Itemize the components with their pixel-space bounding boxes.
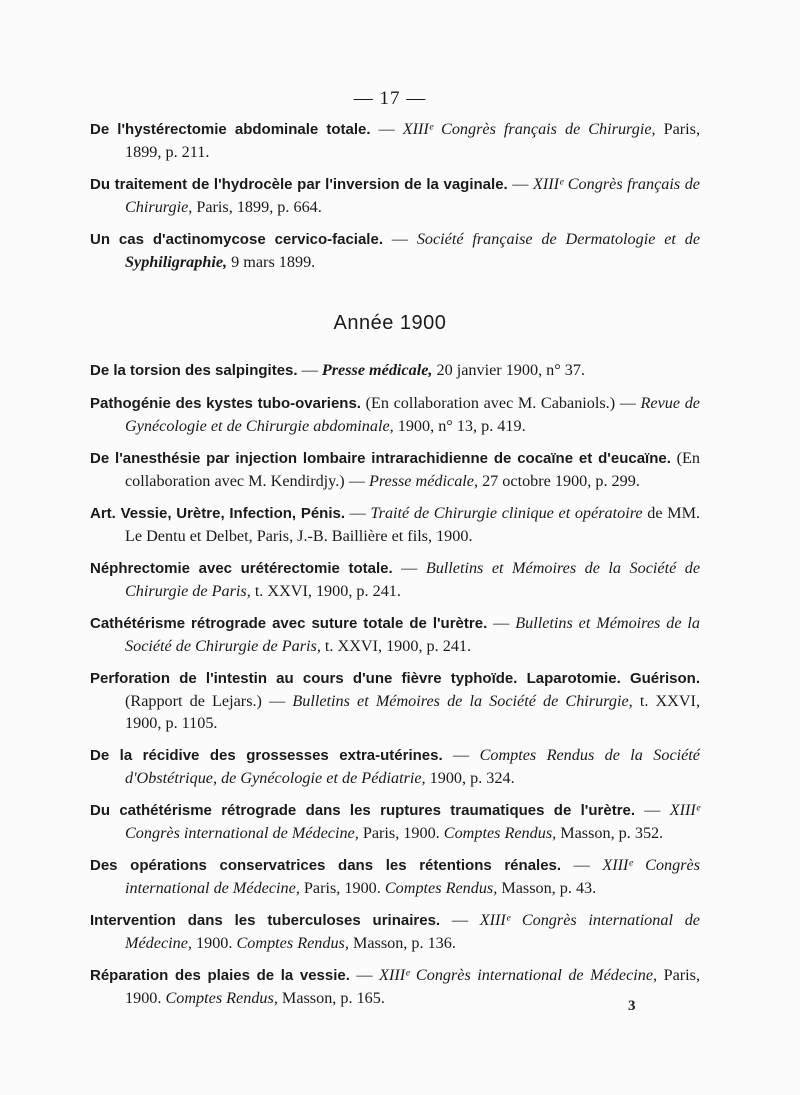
entry-separator: — xyxy=(345,504,371,522)
entry-title: De la torsion des salpingites. xyxy=(90,362,298,379)
entry-separator: — xyxy=(392,559,426,577)
year-heading: Année 1900 xyxy=(333,312,447,334)
entry-details: t. XXVI, 1900, p. 241. xyxy=(250,582,401,600)
entry-separator: — xyxy=(635,801,670,819)
entry-details: Masson, p. 136. xyxy=(348,934,456,952)
reference-entry xyxy=(90,392,700,437)
entry-venue: Traité de Chirurgie clinique et opératoire xyxy=(370,504,643,522)
entry-venue-secondary: Comptes Rendus, xyxy=(165,989,278,1007)
entry-title: Perforation de l'intestin au cours d'une fièvre typhoïde. Laparotomie. Guérison. xyxy=(90,670,700,687)
entry-venue: Presse médicale, xyxy=(368,472,479,490)
entry-details: 1900, n° 13, p. 419. xyxy=(393,417,526,435)
entry-collaboration: (En collaboration avec M. Cabaniols.) — xyxy=(360,394,641,412)
entry-title: Un cas d'actinomycose cervico-faciale. xyxy=(90,231,383,248)
reference-entry xyxy=(90,118,700,163)
entry-title: Du traitement de l'hydrocèle par l'inversion de la vaginale. xyxy=(90,176,508,193)
entry-venue: XIIIᵉ Congrès international de Médecine, xyxy=(379,966,658,984)
entry-details: Masson, p. 43. xyxy=(497,879,597,897)
entry-separator: — xyxy=(440,911,480,929)
entry-separator: — xyxy=(487,614,516,632)
entry-details: 1900, p. 324. xyxy=(425,769,515,787)
reference-entry xyxy=(90,667,700,734)
entry-separator: — xyxy=(370,120,403,138)
reference-list-1899 xyxy=(90,118,700,283)
entry-separator: — xyxy=(507,175,533,193)
entry-details: 27 octobre 1900, p. 299. xyxy=(478,472,640,490)
entry-venue: Presse médicale, xyxy=(321,361,433,379)
entry-details: Paris, 1899, p. 211. xyxy=(125,120,701,161)
entry-location: Paris, 1900. xyxy=(358,824,444,842)
entry-separator: — xyxy=(442,746,480,764)
entry-title: De l'anesthésie par injection lombaire intrarachidienne de cocaïne et d'eucaïne. xyxy=(90,450,671,467)
entry-venue-secondary: Comptes Rendus, xyxy=(236,934,349,952)
entry-collaboration: (Rapport de Lejars.) — xyxy=(125,692,293,710)
entry-title: Du cathétérisme rétrograde dans les ruptures traumatiques de l'urètre. xyxy=(90,802,636,819)
entry-title: Art. Vessie, Urètre, Infection, Pénis. xyxy=(90,505,346,522)
entry-title: Néphrectomie avec urétérectomie totale. xyxy=(90,560,393,577)
entry-details: Masson, p. 165. xyxy=(277,989,385,1007)
entry-title: Cathétérisme rétrograde avec suture totale de l'urètre. xyxy=(90,615,488,632)
entry-venue: Société française de Dermatologie et de xyxy=(416,230,701,248)
reference-entry xyxy=(90,799,700,844)
entry-separator: — xyxy=(383,230,417,248)
entry-venue: Bulletins et Mémoires de la Société de Chirurgie de Paris, xyxy=(125,559,701,600)
entry-details: de MM. Le Dentu et Delbet, Paris, J.-B. Baillière et fils, 1900. xyxy=(125,504,701,545)
entry-separator: — xyxy=(349,966,380,984)
entry-details: Paris, 1899, p. 664. xyxy=(192,198,322,216)
entry-venue-secondary: Comptes Rendus, xyxy=(443,824,557,842)
entry-venue: Revue de Gynécologie et de Chirurgie abdominale, xyxy=(125,394,700,435)
entry-location: 1900. xyxy=(191,934,237,952)
entry-location: Paris, 1900. xyxy=(299,879,385,897)
reference-entry xyxy=(90,447,700,492)
entry-venue: Bulletins et Mémoires de la Société de Chirurgie de Paris, xyxy=(125,614,700,655)
entry-title: De la récidive des grossesses extra-utérines. xyxy=(90,747,443,764)
reference-entry xyxy=(90,502,700,547)
entry-title: Des opérations conservatrices dans les rétentions rénales. xyxy=(90,857,562,874)
entry-title: Pathogénie des kystes tubo-ovariens. xyxy=(90,395,361,412)
entry-separator: — xyxy=(561,856,603,874)
reference-entry xyxy=(90,612,700,657)
entry-venue-bold: Syphiligraphie, xyxy=(125,253,228,271)
reference-entry xyxy=(90,964,700,1009)
reference-entry xyxy=(90,359,700,382)
reference-list-1900 xyxy=(90,359,700,1019)
entry-separator: — xyxy=(297,361,322,379)
entry-details: Masson, p. 352. xyxy=(556,824,664,842)
entry-title: Réparation des plaies de la vessie. xyxy=(90,967,350,984)
entry-title: De l'hystérectomie abdominale totale. xyxy=(90,121,371,138)
reference-entry xyxy=(90,854,700,899)
entry-venue: Comptes Rendus de la Société d'Obstétrique, de Gynécologie et de Pédiatrie, xyxy=(125,746,700,787)
entry-details: t. XXVI, 1900, p. 241. xyxy=(320,637,472,655)
entry-details: 9 mars 1899. xyxy=(227,253,316,271)
entry-venue: XIIIᵉ Congrès français de Chirurgie, xyxy=(125,175,700,216)
reference-entry xyxy=(90,228,700,273)
reference-entry xyxy=(90,557,700,602)
reference-entry xyxy=(90,744,700,789)
entry-venue-secondary: Comptes Rendus, xyxy=(384,879,498,897)
entry-venue: XIIIᵉ Congrès international de Médecine, xyxy=(125,911,700,952)
entry-venue: XIIIᵉ Congrès international de Médecine, xyxy=(125,801,700,842)
entry-venue: Bulletins et Mémoires de la Société de Chirurgie, xyxy=(292,692,633,710)
reference-entry xyxy=(90,173,700,218)
page-number: — 17 — xyxy=(353,88,427,109)
signature-mark: 3 xyxy=(628,998,636,1014)
entry-location: Paris, 1900. xyxy=(125,966,701,1007)
entry-collaboration: (En collaboration avec M. Kendirdjy.) — xyxy=(125,449,701,490)
entry-venue: XIIIᵉ Congrès français de Chirurgie, xyxy=(402,120,656,138)
entry-title: Intervention dans les tuberculoses urinaires. xyxy=(90,912,441,929)
entry-venue: XIIIᵉ Congrès international de Médecine, xyxy=(125,856,701,897)
entry-details: 20 janvier 1900, n° 37. xyxy=(432,361,586,379)
entry-details: t. XXVI, 1900, p. 1105. xyxy=(125,692,700,732)
reference-entry xyxy=(90,909,700,954)
